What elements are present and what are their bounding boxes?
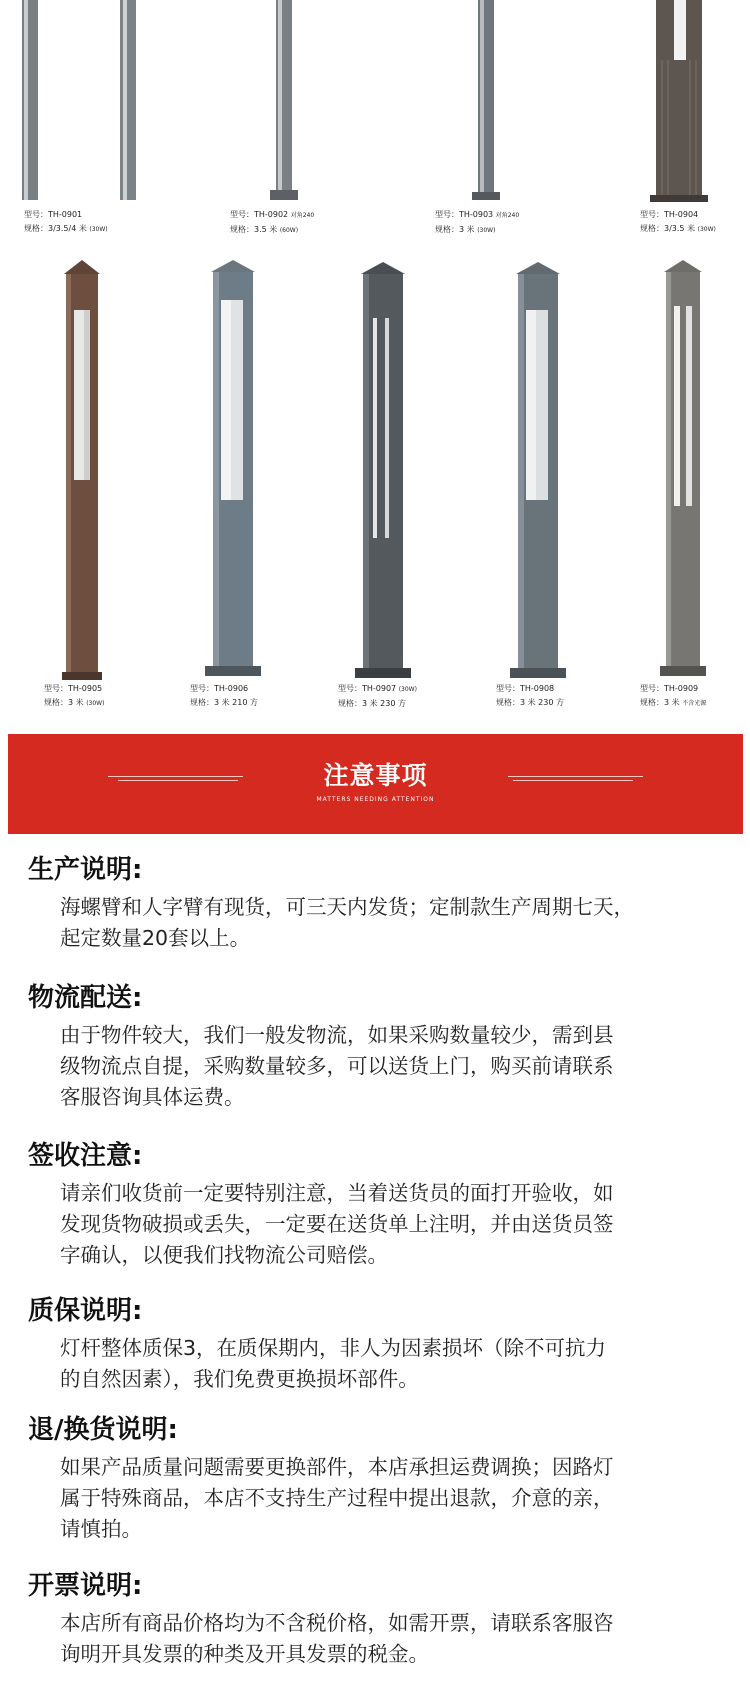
- caption-th0907: 型号：TH-0907 (30W) 规格：3 米 230 方: [338, 684, 417, 708]
- pole-image-th0908: [510, 262, 566, 682]
- banner-title: 注意事项: [323, 761, 428, 790]
- section-line: 请慎拍。: [60, 1517, 142, 1541]
- section-production: [28, 852, 728, 954]
- section-line: 由于物件较大，我们一般发物流，如果采购数量较少，需到县: [60, 1023, 614, 1047]
- section-line: 属于特殊商品，本店不支持生产过程中提出退款，介意的亲，: [60, 1486, 614, 1510]
- section-line: 海螺臂和人字臂有现货，可三天内发货；定制款生产周期七天，: [60, 895, 634, 919]
- pole-image-th0909: [660, 260, 706, 680]
- section-line: 请亲们收货前一定要特别注意，当着送货员的面打开验收，如: [60, 1181, 614, 1205]
- section-warranty: [28, 1293, 728, 1395]
- caption-th0904: 型号：TH-0904 规格：3/3.5 米 (30W): [640, 210, 716, 233]
- pole-image-th0907: [355, 262, 411, 682]
- section-line: 的自然因素），我们免费更换损坏部件。: [60, 1367, 419, 1391]
- section-line: 询明开具发票的种类及开具发票的税金。: [60, 1642, 429, 1666]
- section-line: 级物流点自提，采购数量较多，可以送货上门，购买前请联系: [60, 1054, 614, 1078]
- section-heading: 质保说明:: [28, 1296, 143, 1326]
- product-gallery: [0, 0, 750, 720]
- pole-image-th0902: [268, 0, 302, 205]
- pole-image-th0906: [205, 260, 261, 680]
- section-logistics: [28, 980, 728, 1113]
- section-heading: 退/换货说明:: [28, 1415, 178, 1445]
- pole-image-th0905: [60, 260, 104, 680]
- section-heading: 生产说明:: [28, 855, 143, 885]
- caption-th0903: 型号：TH-0903 对角240 规格：3 米 (30W): [435, 210, 520, 234]
- caption-th0905: 型号：TH-0905 规格：3 米 (30W): [44, 684, 105, 707]
- section-heading: 开票说明:: [28, 1571, 143, 1601]
- pole-image-th0904: [650, 0, 714, 205]
- pole-image-th0903: [470, 0, 504, 205]
- section-receipt: [28, 1138, 728, 1271]
- pole-image-th0901: [20, 0, 140, 205]
- section-line: 客服咨询具体运费。: [60, 1085, 245, 1109]
- section-returns: [28, 1412, 728, 1545]
- caption-th0908: 型号：TH-0908 规格：3 米 230 方: [496, 684, 564, 707]
- caption-th0902: 型号：TH-0902 对角240 规格：3.5 米 (60W): [230, 210, 315, 234]
- caption-th0901: 型号：TH-0901 规格：3/3.5/4 米 (30W): [24, 210, 108, 233]
- section-line: 起定数量20套以上。: [60, 926, 251, 950]
- caption-th0906: 型号：TH-0906 规格：3 米 210 方: [190, 684, 258, 707]
- section-heading: 物流配送:: [28, 983, 143, 1013]
- section-line: 本店所有商品价格均为不含税价格，如需开票，请联系客服咨: [60, 1611, 614, 1635]
- section-line: 如果产品质量问题需要更换部件，本店承担运费调换；因路灯: [60, 1455, 614, 1479]
- section-line: 灯杆整体质保3，在质保期内，非人为因素损坏（除不可抗力: [60, 1336, 607, 1360]
- section-heading: 签收注意:: [28, 1141, 143, 1171]
- section-line: 发现货物破损或丢失，一定要在送货单上注明，并由送货员签: [60, 1212, 614, 1236]
- banner-subtitle: MATTERS NEEDING ATTENTION: [316, 796, 435, 803]
- section-line: 字确认，以便我们找物流公司赔偿。: [60, 1243, 388, 1267]
- attention-banner: [8, 734, 743, 834]
- section-invoice: [28, 1568, 728, 1670]
- caption-th0909: 型号：TH-0909 规格：3 米 不含光源: [640, 684, 707, 707]
